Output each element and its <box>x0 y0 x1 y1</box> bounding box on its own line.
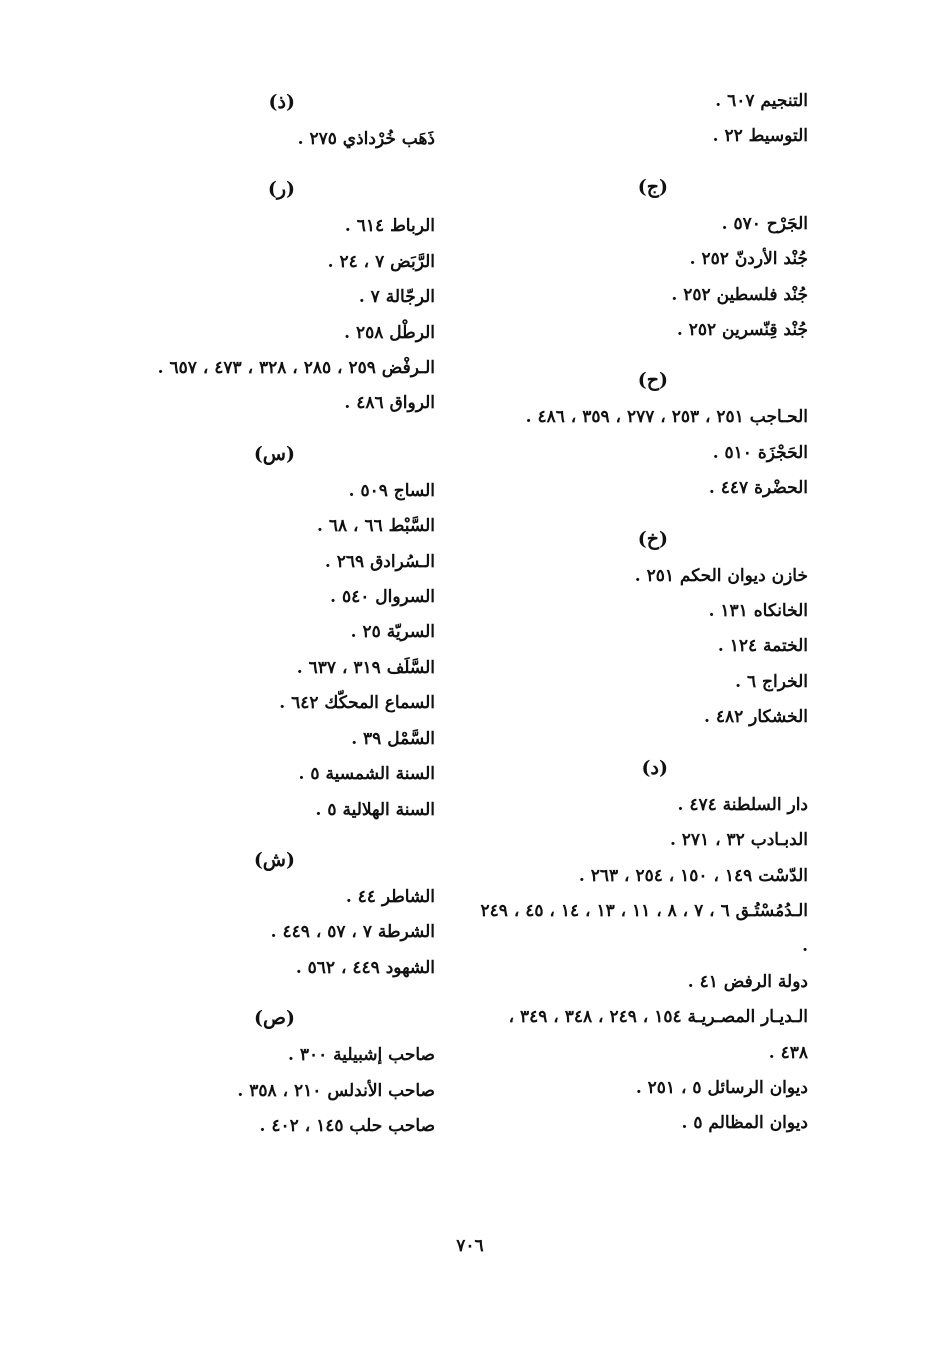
index-entry-list <box>105 474 435 828</box>
index-group <box>105 84 435 157</box>
index-entry-list <box>105 880 435 986</box>
section-letter-heading: (ج) <box>637 175 668 198</box>
index-entry: ديوان المظالم ٥ . <box>681 1113 808 1134</box>
index-entry: الحَجْزَة ٥١٠ . <box>712 442 808 463</box>
index-group <box>478 169 808 349</box>
index-entry: الدّسْت ١٤٩ ، ١٥٠ ، ٢٥٤ ، ٢٦٣ . <box>578 865 808 886</box>
index-entry: السنة الهلالية ٥ . <box>315 799 435 820</box>
index-entry: الساج ٥٠٩ . <box>348 480 435 501</box>
index-entry: صاحب الأندلس ٢١٠ ، ٣٥٨ . <box>237 1080 435 1101</box>
index-entry: الخراج ٦ . <box>735 671 808 692</box>
index-entry: السَّبْط ٦٦ ، ٦٨ . <box>317 516 435 537</box>
section-letter-heading: (ص) <box>254 1007 295 1030</box>
index-entry: الحـاجب ٢٥١ ، ٢٥٣ ، ٢٧٧ ، ٣٥٩ ، ٤٨٦ . <box>525 407 808 428</box>
index-entry: التنجيم ٦٠٧ . <box>715 91 808 111</box>
index-entry-list <box>105 1038 435 1144</box>
index-group <box>105 842 435 986</box>
index-group <box>478 84 808 155</box>
index-entry: جُنْد قِنّسرين ٢٥٢ . <box>676 320 808 341</box>
index-entry: الرجّالة ٧ . <box>358 287 435 308</box>
index-entry: السروال ٥٤٠ . <box>330 587 435 608</box>
index-entry: دار السلطنة ٤٧٤ . <box>677 794 808 815</box>
index-entry: صاحب إشبيلية ٣٠٠ . <box>287 1045 435 1066</box>
index-entry: الرطْل ٢٥٨ . <box>344 322 435 343</box>
index-entry: السماع المحكّك ٦٤٢ . <box>279 693 435 714</box>
index-entry: الخانكاه ١٣١ . <box>708 601 808 622</box>
index-entry: دولة الرفض ٤١ . <box>687 971 808 992</box>
index-entry: السَّمْل ٣٩ . <box>351 728 435 749</box>
index-entry: الشهود ٤٤٩ ، ٥٦٢ . <box>295 957 435 978</box>
index-entry: الختمة ١٢٤ . <box>717 636 808 657</box>
index-entry-list <box>478 400 808 506</box>
index-entry: الـدُمُسْتُـق ٦ ، ٧ ، ٨ ، ١١ ، ١٣ ، ١٤ ، ٤٥ ، ٢٤٩ . <box>480 900 808 957</box>
index-entry-list <box>478 559 808 736</box>
index-group <box>478 750 808 1142</box>
index-entry: السريّة ٢٥ . <box>350 622 435 643</box>
index-entry: الـديـار المصـريـة ١٥٤ ، ٢٤٩ ، ٣٤٨ ، ٣٤٩ ، ٤٣٨ . <box>508 1007 808 1063</box>
index-entry-list <box>478 207 808 349</box>
index-entry: ديوان الرسائل ٥ ، ٢٥١ . <box>635 1077 808 1098</box>
section-letter-heading: (ش) <box>253 848 295 871</box>
index-entry: جُنْد الأردنّ ٢٥٢ . <box>689 249 808 270</box>
section-letter-heading: (خ) <box>637 527 668 550</box>
section-letter-heading: (د) <box>641 756 668 779</box>
index-entry: الرباط ٦١٤ . <box>344 216 435 237</box>
section-letter-heading: (ذ) <box>268 91 295 113</box>
section-letter-heading: (ر) <box>267 178 295 201</box>
index-entry: الشاطر ٤٤ . <box>345 886 435 907</box>
index-group <box>105 171 435 421</box>
index-entry: الحضْرة ٤٤٧ . <box>708 478 808 499</box>
index-entry: الـرفْض ٢٥٩ ، ٢٨٥ ، ٣٢٨ ، ٤٧٣ ، ٦٥٧ . <box>157 358 435 379</box>
index-entry: الرواق ٤٨٦ . <box>344 393 435 414</box>
section-letter-heading: (ح) <box>637 369 668 392</box>
index-entry: خازن ديوان الحكم ٢٥١ . <box>634 565 808 586</box>
index-entry: الجَرْح ٥٧٠ . <box>721 213 808 234</box>
index-entry: التوسيط ٢٢ . <box>712 126 808 147</box>
index-group <box>105 1000 435 1144</box>
section-letter-heading: (س) <box>253 442 295 465</box>
index-group <box>478 362 808 506</box>
index-entry-list <box>105 209 435 421</box>
index-entry: الشرطة ٧ ، ٥٧ ، ٤٤٩ . <box>270 922 435 943</box>
index-entry-list <box>478 84 808 155</box>
index-entry: صاحب حلب ١٤٥ ، ٤٠٢ . <box>259 1115 435 1136</box>
index-entry: الـسُرادق ٢٦٩ . <box>324 551 435 572</box>
index-group <box>105 436 435 828</box>
index-entry-list <box>478 788 808 1142</box>
index-column-right <box>478 84 808 1142</box>
index-entry: الخشكار ٤٨٢ . <box>704 707 808 728</box>
index-entry: السَّلَف ٣١٩ ، ٦٣٧ . <box>296 657 435 678</box>
index-column-left <box>105 84 435 1144</box>
index-entry: الرَّبَض ٧ ، ٢٤ . <box>327 251 435 272</box>
page-number: ٧٠٦ <box>456 1236 484 1256</box>
index-entry: السنة الشمسية ٥ . <box>298 764 435 785</box>
index-entry-list <box>105 122 435 157</box>
index-entry: جُنْد فلسطين ٢٥٢ . <box>671 284 808 305</box>
index-entry: ذَهَب خُرْداذي ٢٧٥ . <box>297 129 435 149</box>
index-group <box>478 521 808 736</box>
index-entry: الدبـادب ٣٢ ، ٢٧١ . <box>669 830 808 851</box>
